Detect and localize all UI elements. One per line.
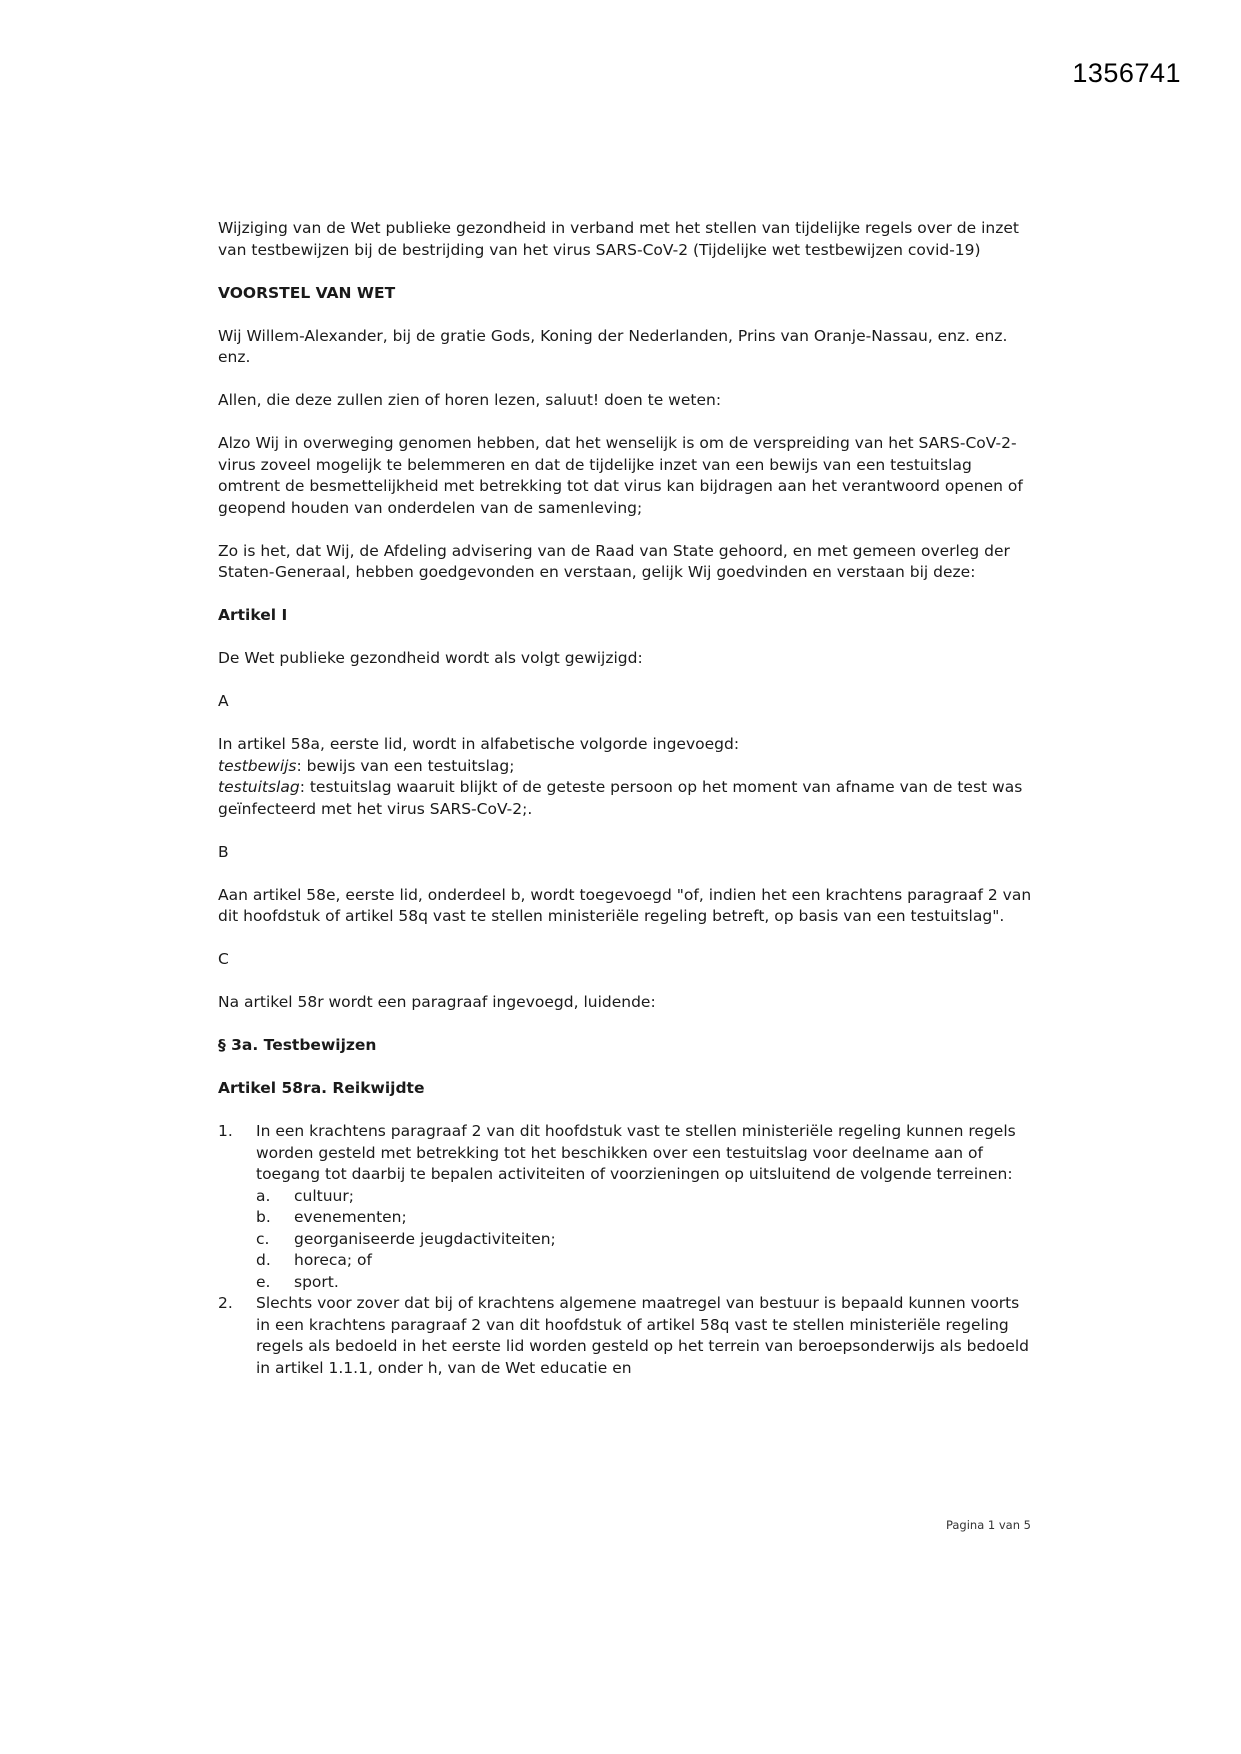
sub-list xyxy=(256,1186,1038,1294)
sub-item-letter: a. xyxy=(256,1186,271,1205)
sub-item xyxy=(256,1229,1038,1251)
section-b-text: Aan artikel 58e, eerste lid, onderdeel b, wordt toegevoegd "of, indien het een krachtens paragraaf 2 van dit hoofdstuk of artikel 58q vast te stellen ministeriële regeling betreft, op basis van een testuitslag". xyxy=(218,885,1032,925)
section-a-intro: In artikel 58a, eerste lid, wordt in alfabetische volgorde ingevoegd: xyxy=(218,735,740,753)
item-number: 1. xyxy=(218,1122,233,1140)
sub-item xyxy=(256,1272,1038,1294)
section-a-label: A xyxy=(218,692,229,710)
sub-item-text: horeca; of xyxy=(294,1251,372,1269)
section-b-label: B xyxy=(218,842,229,861)
section-c-label: C xyxy=(218,950,229,968)
sub-item-letter: c. xyxy=(256,1229,270,1248)
subarticle-heading: Artikel 58ra. Reikwijdte xyxy=(218,1079,425,1097)
sub-item-letter: d. xyxy=(256,1251,271,1269)
sub-item xyxy=(256,1207,1038,1229)
intro-paragraph: Wij Willem-Alexander, bij de gratie Gods, Koning der Nederlanden, Prins van Oranje-Nassau, enz. enz. enz. xyxy=(218,326,1008,366)
document-id: 1356741 xyxy=(1072,58,1181,88)
paragraph-heading: § 3a. Testbewijzen xyxy=(218,1036,377,1054)
document-body xyxy=(218,218,1038,1379)
sub-item xyxy=(256,1186,1038,1208)
article-heading: Artikel I xyxy=(218,606,288,624)
section-a-body xyxy=(218,734,1038,820)
list-item xyxy=(218,1121,1038,1293)
greeting-paragraph: Allen, die deze zullen zien of horen lezen, saluut! doen te weten: xyxy=(218,391,722,409)
definition-text: : testuitslag waaruit blijkt of de geteste persoon op het moment van afname van de test was geïnfecteerd met het virus SARS-CoV-2;. xyxy=(218,778,1023,818)
definition-text: : bewijs van een testuitslag; xyxy=(296,756,515,775)
sub-item-letter: b. xyxy=(256,1208,271,1226)
decree-paragraph: Zo is het, dat Wij, de Afdeling advisering van de Raad van State gehoord, en met gemeen overleg der Staten-Generaal, hebben goedgevonden en verstaan, gelijk Wij goedvinden en verstaan bij deze: xyxy=(218,541,1010,581)
sub-item-text: evenementen; xyxy=(294,1208,407,1226)
sub-item-text: sport. xyxy=(294,1272,339,1291)
sub-item-letter: e. xyxy=(256,1272,271,1291)
article-items xyxy=(218,1121,1038,1379)
page-footer: Pagina 1 van 5 xyxy=(945,1518,1031,1532)
item-text: In een krachtens paragraaf 2 van dit hoofdstuk vast te stellen ministeriële regeling kunnen regels worden gesteld met betrekking tot het beschikken over een testuitslag voor deelname aan of toegang tot daarbij te bepalen activiteiten of voorzieningen op uitsluitend de volgende terreinen: xyxy=(256,1122,1016,1183)
proposal-heading: VOORSTEL VAN WET xyxy=(218,283,396,302)
sub-item-text: cultuur; xyxy=(294,1186,354,1205)
definition-term: testbewijs xyxy=(218,756,297,775)
list-item xyxy=(218,1293,1038,1379)
sub-item-text: georganiseerde jeugdactiviteiten; xyxy=(294,1229,556,1248)
item-text: Slechts voor zover dat bij of krachtens algemene maatregel van bestuur is bepaald kunnen voorts in een krachtens paragraaf 2 van dit hoofdstuk of artikel 58q vast te stellen ministeriële regeling regels als bedoeld in het eerste lid worden gesteld op het terrein van beroepsonderwijs als bedoeld in artikel 1.1.1, onder h, van de Wet educatie en xyxy=(256,1294,1029,1377)
definition-testuitslag xyxy=(218,777,1038,820)
sub-item xyxy=(256,1250,1038,1272)
article-intro: De Wet publieke gezondheid wordt als volgt gewijzigd: xyxy=(218,649,643,667)
definition-term: testuitslag xyxy=(218,778,300,796)
consideration-paragraph: Alzo Wij in overweging genomen hebben, dat het wenselijk is om de verspreiding van het SARS-CoV-2-virus zoveel mogelijk te belemmeren en dat de tijdelijke inzet van een bewijs van een testuitslag omtrent de besmettelijkheid met betrekking tot dat virus kan bijdragen aan het verantwoord openen of geopend houden van onderdelen van de samenleving; xyxy=(218,434,1023,517)
section-c-text: Na artikel 58r wordt een paragraaf ingevoegd, luidende: xyxy=(218,993,656,1011)
item-number: 2. xyxy=(218,1294,233,1312)
document-title: Wijziging van de Wet publieke gezondheid in verband met het stellen van tijdelijke regels over de inzet van testbewijzen bij de bestrijding van het virus SARS-CoV-2 (Tijdelijke wet testbewijzen covid-19) xyxy=(218,219,1019,259)
definition-testbewijs xyxy=(218,756,1038,778)
